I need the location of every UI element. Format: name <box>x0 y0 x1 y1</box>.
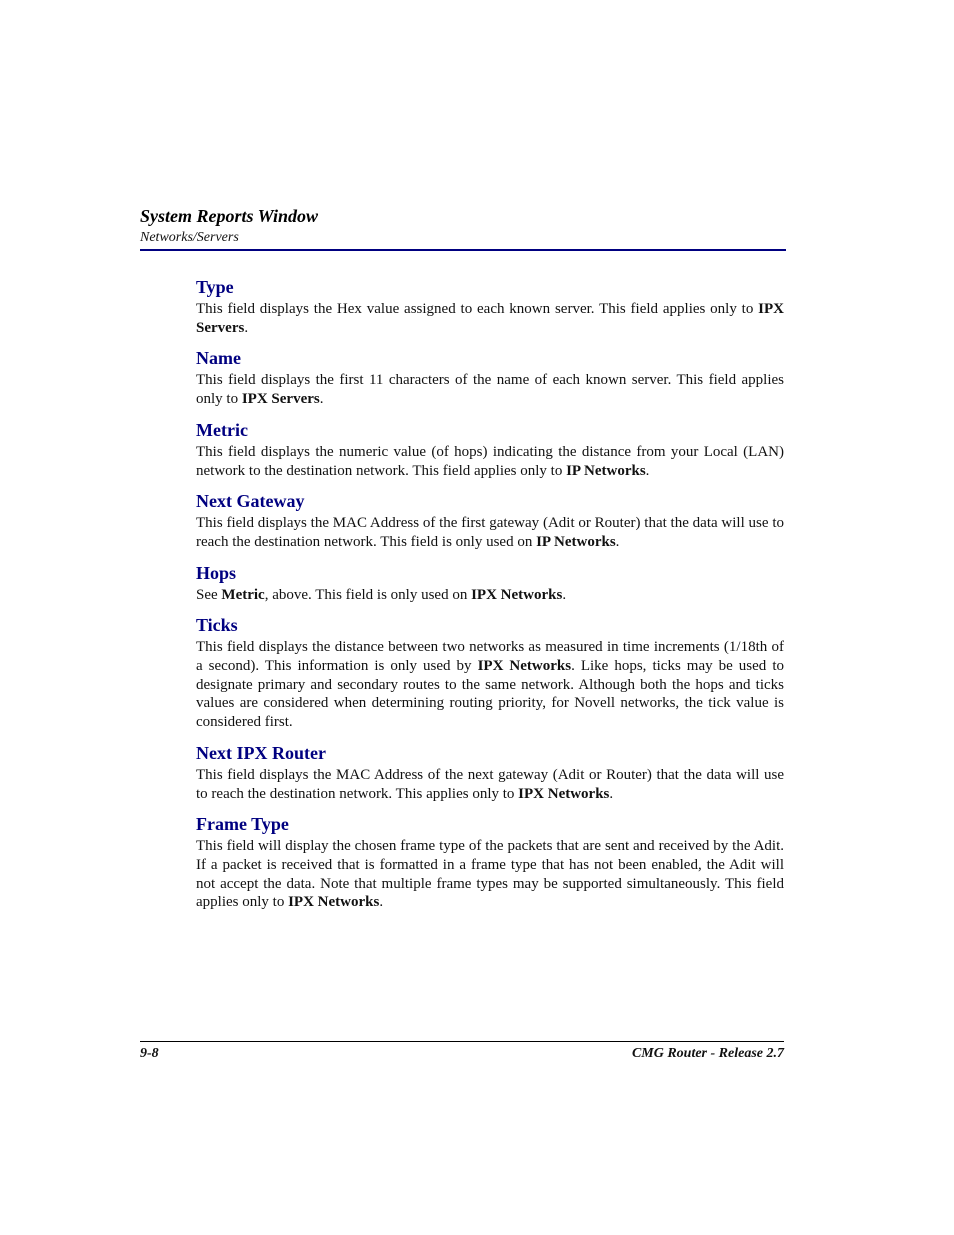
section-heading: Hops <box>196 562 237 583</box>
body-text: . <box>379 894 384 911</box>
page-header-title: System Reports Window <box>140 206 319 226</box>
section-heading: Metric <box>196 419 248 440</box>
section-name <box>196 347 784 408</box>
body-text: This field will display the chosen frame type of the packets that are sent and received by the Adit. If a packet is received that is formatted in a frame type that has not been enabled, the Adit will not accept the data. Note that multiple frame types may be supported simultaneously. This field applies only to <box>196 838 784 911</box>
section-heading: Next IPX Router <box>196 742 326 763</box>
section-body <box>196 586 784 605</box>
section-body <box>196 837 784 912</box>
bold-term: IP Networks <box>536 533 616 550</box>
body-text: This field displays the MAC Address of the next gateway (Adit or Router) that the data will use to reach the destination network. This applies only to <box>196 766 784 802</box>
footer-product-label: CMG Router - Release 2.7 <box>631 1046 784 1061</box>
main-content <box>196 276 784 922</box>
bold-term: IPX Servers <box>241 391 320 408</box>
body-text: This field displays the numeric value (of hops) indicating the distance from your Local (LAN) network to the destination network. This field applies only to <box>196 443 784 479</box>
section-heading: Type <box>196 277 234 297</box>
section-body <box>196 300 784 337</box>
bold-term: IPX Networks <box>518 785 610 802</box>
body-text: . <box>645 462 650 479</box>
section-heading: Ticks <box>196 615 238 636</box>
body-text: This field displays the Hex value assigned to each known server. This field applies only to <box>196 301 759 317</box>
header-divider <box>140 249 786 251</box>
page-number: 9-8 <box>140 1046 159 1061</box>
body-text: This field displays the distance between two networks as measured in time increments (1/18th of a second). This information is only used by <box>196 639 784 675</box>
body-text: . <box>319 391 324 408</box>
body-text: . Like hops, ticks may be used to designate primary and secondary routes to the same network. Although both the hops and ticks values are considered when determining routing priority, for Novell networks, the tick value is considered first. <box>196 658 784 731</box>
page-header-subtitle: Networks/Servers <box>140 230 239 245</box>
bold-term: IP Networks <box>566 462 646 479</box>
section-body <box>196 638 784 732</box>
section-metric <box>196 419 784 480</box>
body-text: This field displays the first 11 characters of the name of each known server. This field applies only to <box>196 372 784 408</box>
body-text: , above. This field is only used on <box>264 586 472 603</box>
section-type <box>196 276 784 337</box>
bold-term: Metric <box>221 586 265 603</box>
body-text: . <box>615 533 620 550</box>
section-frame-type <box>196 813 784 912</box>
body-text: . <box>244 319 249 336</box>
body-text: This field displays the MAC Address of the first gateway (Adit or Router) that the data will use to reach the destination network. This field is only used on <box>196 515 784 550</box>
footer-divider <box>140 1041 784 1042</box>
section-heading: Next Gateway <box>196 491 305 512</box>
section-next-ipx-router <box>196 742 784 803</box>
section-body <box>196 443 784 480</box>
section-next-gateway <box>196 490 784 551</box>
section-body <box>196 514 784 551</box>
section-hops <box>196 562 784 605</box>
section-body <box>196 766 784 803</box>
body-text: See <box>196 586 222 603</box>
body-text: . <box>562 586 567 603</box>
bold-term: IPX Networks <box>288 894 380 911</box>
body-text: . <box>609 785 614 802</box>
section-heading: Frame Type <box>196 814 289 835</box>
bold-term: IPX Servers <box>196 301 784 336</box>
bold-term: IPX Networks <box>477 658 572 675</box>
bold-term: IPX Networks <box>471 586 563 603</box>
section-ticks <box>196 614 784 732</box>
section-heading: Name <box>196 348 241 369</box>
section-body <box>196 371 784 408</box>
